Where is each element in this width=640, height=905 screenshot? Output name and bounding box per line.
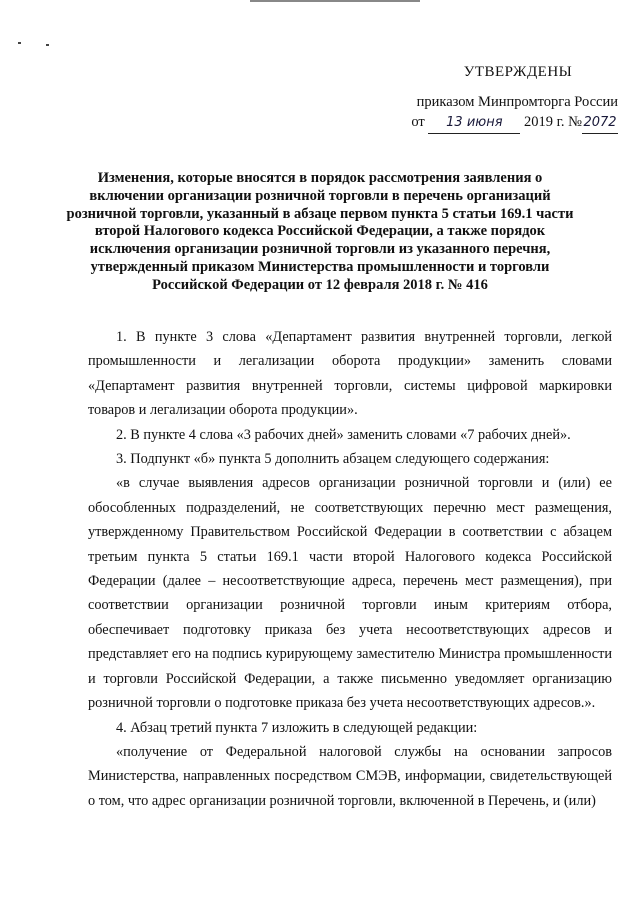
- paragraph-1: 1. В пункте 3 слова «Департамент развития внутренней торговли, легкой промышленности и легализации оборота продукции» заменить словами «Департамент развития внутренней торговли, системы цифровой маркировки товаров и легализации оборота продукции».: [88, 329, 612, 419]
- approval-from-label: от: [411, 114, 425, 130]
- scan-artifact-line: [250, 0, 420, 2]
- paragraph-4: «в случае выявления адресов организации розничной торговли и (или) ее обособленных подразделений, не соответствующих перечню мест размещения, утвержденному Правительством Российской Федерации в соответствии с абзацем третьим пункта 5 статьи 169.1 части второй Налогового кодекса Российской Федерации (далее – несоответствующие адреса, перечень мест размещения), при соответствии организации розничной торговли иным критериям отбора, обеспечивает подготовку приказа без учета несоответствующих адресов и представляет его на подпись курирующему заместителю Министра промышленности и торговли Российской Федерации, а также письменно уведомляет организацию розничной торговли о подготовке приказа без учета несоответствующих адресов.».: [88, 475, 612, 712]
- document-body: [88, 325, 612, 813]
- handwritten-number: 2072: [582, 113, 618, 134]
- scan-artifact-dot: [46, 44, 49, 46]
- approval-block: [378, 62, 618, 134]
- approval-title: УТВЕРЖДЕНЫ: [463, 64, 573, 80]
- approval-date-line: [378, 112, 618, 134]
- paragraph-2: 2. В пункте 4 слова «3 рабочих дней» заменить словами «7 рабочих дней».: [116, 426, 571, 443]
- approval-order-line: приказом Минпромторга России: [416, 94, 618, 110]
- paragraph-5: 4. Абзац третий пункта 7 изложить в следующей редакции:: [116, 719, 478, 736]
- scan-artifact-dot: [18, 42, 21, 44]
- paragraph-3: 3. Подпункт «б» пункта 5 дополнить абзацем следующего содержания:: [116, 451, 550, 468]
- approval-year: 2019 г. №: [523, 114, 582, 130]
- document-title: Изменения, которые вносятся в порядок рассмотрения заявления о включении организации розничной торговли в перечень организаций розничной торговли, указанный в абзаце первом пункта 5 статьи 169.1 части второй Налогового кодекса Российской Федерации, а также порядок исключения организации розничной торговли из указанного перечня, утвержденный приказом Министерства промышленности и торговли Российской Федерации от 12 февраля 2018 г. № 416: [66, 170, 574, 293]
- handwritten-date: 13 июня: [428, 113, 520, 134]
- paragraph-6: «получение от Федеральной налоговой службы на основании запросов Министерства, направленных посредством СМЭВ, информации, свидетельствующей о том, что адрес организации розничной торговли, включенной в Перечень, и (или): [88, 743, 612, 809]
